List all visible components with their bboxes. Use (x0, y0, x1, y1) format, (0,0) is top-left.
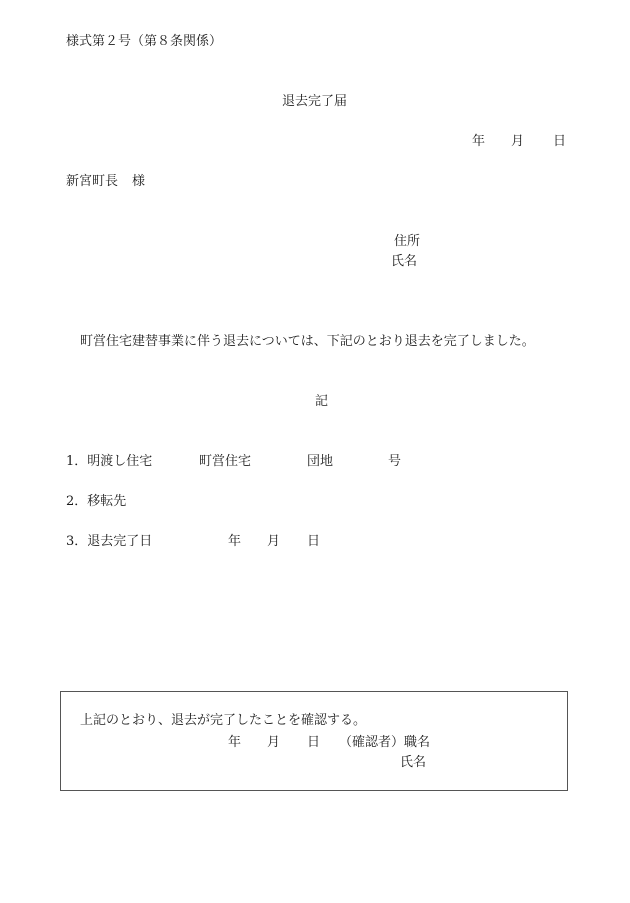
item3-day: 日 (307, 534, 321, 549)
confirmation-name-label: 氏名 (400, 755, 427, 770)
addressee-honorific: 様 (132, 174, 146, 189)
item3-year: 年 (228, 534, 242, 549)
confirmation-role: （確認者）職名 (339, 735, 431, 750)
date-day: 日 (553, 134, 567, 149)
addressee-name: 新宮町長 (66, 174, 119, 189)
body-text: 町営住宅建替事業に伴う退去については、下記のとおり退去を完了しました。 (80, 334, 535, 349)
item1-number: 号 (388, 454, 402, 469)
item1-complex: 団地 (307, 454, 334, 469)
applicant-address-label: 住所 (394, 234, 421, 249)
applicant-name-label: 氏名 (391, 254, 418, 269)
confirmation-month: 月 (267, 735, 281, 750)
item2-label: 2．移転先 (66, 494, 127, 509)
ki-label: 記 (315, 394, 329, 409)
item3-month: 月 (267, 534, 281, 549)
confirmation-day: 日 (307, 735, 321, 750)
confirmation-year: 年 (228, 735, 242, 750)
document-title: 退去完了届 (282, 94, 348, 109)
date-year: 年 (472, 134, 486, 149)
confirmation-text: 上記のとおり、退去が完了したことを確認する。 (80, 713, 367, 728)
date-month: 月 (511, 134, 525, 149)
item1-town-housing: 町営住宅 (199, 454, 252, 469)
form-number: 様式第２号（第８条関係） (66, 34, 223, 49)
item3-label: 3．退去完了日 (66, 534, 153, 549)
item1-label: 1．明渡し住宅 (66, 454, 153, 469)
